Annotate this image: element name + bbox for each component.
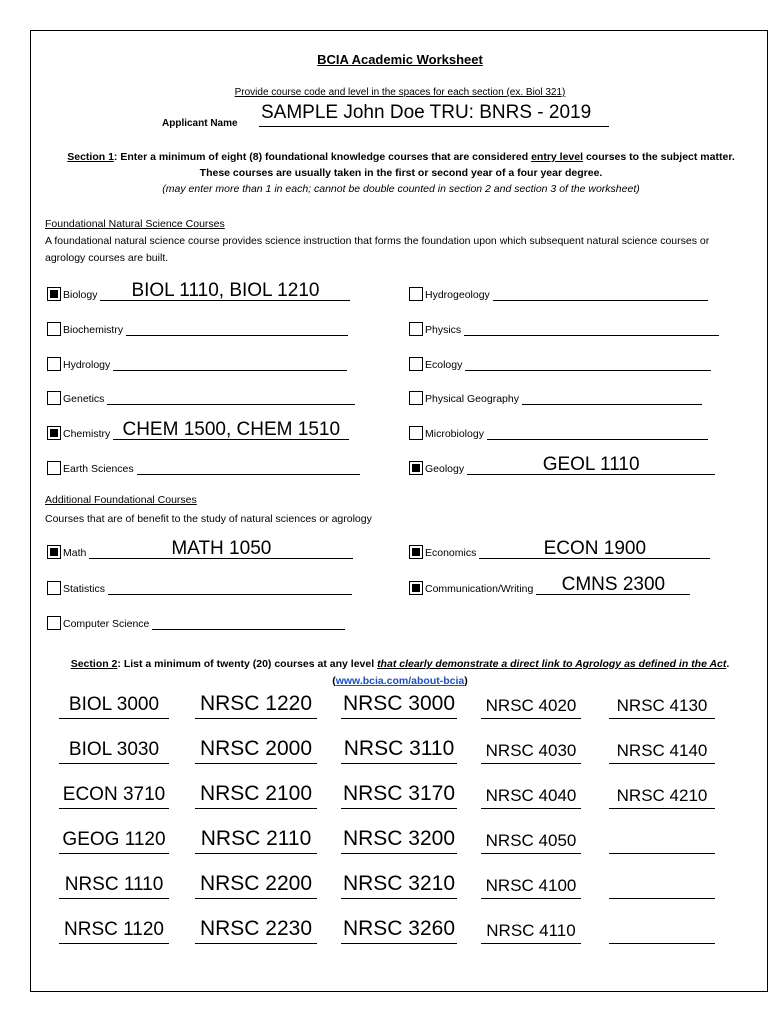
field-input[interactable] — [137, 460, 360, 475]
field-input[interactable] — [108, 580, 352, 595]
course-entry[interactable] — [609, 917, 715, 944]
field-label: Communication/Writing — [425, 583, 534, 595]
field-value: BIOL 1110, BIOL 1210 — [131, 280, 320, 301]
checkbox[interactable] — [409, 581, 423, 595]
checkbox[interactable] — [47, 426, 61, 440]
course-field-physical-geography — [409, 390, 702, 405]
field-label: Hydrology — [63, 358, 111, 371]
course-entry[interactable] — [481, 872, 581, 899]
natural-heading: Foundational Natural Science Courses — [45, 218, 225, 230]
field-input[interactable] — [89, 538, 353, 559]
course-entry[interactable] — [195, 692, 317, 719]
checkbox[interactable] — [409, 287, 423, 301]
section2-text-c: ) — [464, 675, 468, 687]
field-input[interactable] — [536, 574, 690, 595]
applicant-label: Applicant Name — [162, 118, 238, 129]
course-code: NRSC 1220 — [199, 692, 313, 715]
course-field-math — [47, 538, 353, 559]
course-code: NRSC 3110 — [343, 737, 455, 760]
section2-text-b: . ( — [332, 658, 730, 687]
course-code: NRSC 2000 — [199, 737, 313, 760]
field-input[interactable] — [479, 538, 710, 559]
course-entry[interactable] — [341, 737, 457, 764]
field-value: ECON 1900 — [543, 538, 647, 559]
checkbox[interactable] — [409, 426, 423, 440]
field-input[interactable] — [467, 454, 715, 475]
field-input[interactable] — [113, 419, 349, 441]
section1-note: (may enter more than 1 in each; cannot be double counted in section 2 and section 3 of the worksheet) — [162, 183, 640, 195]
applicant-name-field[interactable]: SAMPLE John Doe TRU: BNRS - 2019 — [261, 102, 592, 123]
course-field-hydrogeology — [409, 286, 708, 301]
checkbox[interactable] — [409, 391, 423, 405]
course-code: ECON 3710 — [62, 784, 166, 805]
course-code: NRSC 3210 — [342, 872, 456, 895]
course-entry[interactable] — [609, 827, 715, 854]
field-label: Computer Science — [63, 618, 150, 630]
course-field-communication-writing — [409, 574, 690, 595]
course-entry[interactable] — [609, 782, 715, 809]
course-field-microbiology — [409, 425, 708, 440]
section2-instructions — [31, 656, 769, 690]
checkbox[interactable] — [47, 616, 61, 630]
course-entry[interactable] — [59, 917, 169, 944]
field-input[interactable] — [113, 356, 347, 371]
course-field-ecology — [409, 356, 711, 371]
course-entry[interactable] — [609, 692, 715, 719]
course-field-hydrology — [47, 356, 347, 371]
section1-label: Section 1 — [67, 151, 114, 163]
course-code: NRSC 1120 — [64, 919, 164, 940]
checkbox[interactable] — [409, 461, 423, 475]
course-entry[interactable] — [195, 827, 317, 854]
field-label: Statistics — [63, 583, 106, 595]
section1-underline: entry level — [531, 151, 584, 163]
natural-description: A foundational natural science course provides science instruction that forms the foundation upon which subsequent natural science courses or agrology courses are built. — [45, 235, 710, 264]
course-entry[interactable] — [59, 827, 169, 854]
field-label: Physical Geography — [425, 393, 519, 406]
course-entry[interactable] — [59, 737, 169, 764]
field-label: Math — [63, 547, 87, 559]
course-entry[interactable] — [195, 872, 317, 899]
field-label: Biochemistry — [63, 323, 124, 336]
field-label: Hydrogeology — [425, 289, 490, 301]
section1-instructions — [56, 149, 746, 197]
field-value: CMNS 2300 — [561, 574, 666, 595]
course-code: NRSC 4030 — [485, 741, 577, 760]
course-entry[interactable] — [481, 692, 581, 719]
section2-text: : List a minimum of twenty (20) courses at any level — [117, 658, 378, 670]
course-code: GEOG 1120 — [62, 829, 166, 850]
field-label: Physics — [425, 323, 462, 336]
course-entry[interactable] — [481, 827, 581, 854]
course-code: NRSC 4110 — [486, 921, 576, 940]
course-entry[interactable] — [481, 737, 581, 764]
field-value: CHEM 1500, CHEM 1510 — [122, 419, 341, 441]
checkbox[interactable] — [409, 545, 423, 559]
course-field-physics — [409, 321, 719, 336]
course-entry[interactable] — [341, 872, 457, 899]
section2-emphasis: that clearly demonstrate a direct link to Agrology as defined in the Act — [377, 658, 727, 670]
course-code: NRSC 2110 — [200, 827, 312, 850]
course-code: NRSC 3200 — [342, 827, 456, 850]
course-entry[interactable] — [609, 872, 715, 899]
field-value: MATH 1050 — [171, 538, 272, 559]
field-label: Geology — [425, 463, 465, 475]
course-field-biochemistry — [47, 321, 348, 336]
course-code: NRSC 3170 — [342, 782, 456, 805]
additional-heading: Additional Foundational Courses — [45, 494, 197, 506]
field-input[interactable] — [522, 390, 702, 405]
course-field-chemistry — [47, 419, 349, 441]
course-field-statistics — [47, 580, 352, 595]
checkbox[interactable] — [47, 391, 61, 405]
course-entry[interactable] — [609, 737, 715, 764]
checkbox[interactable] — [409, 322, 423, 336]
field-input[interactable] — [487, 425, 708, 440]
course-code: NRSC 2200 — [199, 872, 313, 895]
field-input[interactable] — [107, 390, 355, 405]
page-title: BCIA Academic Worksheet — [317, 52, 483, 67]
instruction-text: Provide course code and level in the spaces for each section (ex. Biol 321) — [234, 87, 566, 98]
course-entry[interactable] — [195, 917, 317, 944]
field-value: GEOL 1110 — [542, 454, 640, 475]
section2-label: Section 2 — [70, 658, 118, 670]
course-entry[interactable] — [481, 782, 581, 809]
checkbox[interactable] — [409, 357, 423, 371]
field-input[interactable] — [465, 356, 711, 371]
checkbox[interactable] — [47, 322, 61, 336]
section1-text: : Enter a minimum of eight (8) foundational knowledge courses that are considered — [113, 151, 532, 163]
course-code: NRSC 1110 — [64, 874, 164, 895]
checkbox[interactable] — [47, 287, 61, 301]
course-entry[interactable] — [59, 872, 169, 899]
course-field-economics — [409, 538, 710, 559]
course-field-earth-sciences — [47, 460, 360, 475]
course-code: NRSC 3260 — [342, 917, 456, 940]
field-label: Economics — [425, 547, 477, 559]
field-label: Genetics — [63, 393, 105, 406]
course-code: BIOL 3030 — [68, 739, 160, 760]
checkbox[interactable] — [47, 357, 61, 371]
field-label: Ecology — [425, 358, 463, 371]
course-code: BIOL 3000 — [68, 694, 160, 715]
course-code: NRSC 4100 — [485, 876, 577, 895]
course-entry[interactable] — [341, 827, 457, 854]
course-code: NRSC 2100 — [199, 782, 313, 805]
course-code: NRSC 4210 — [616, 786, 708, 805]
course-code: NRSC 4140 — [616, 741, 708, 760]
applicant-underline — [259, 126, 609, 127]
field-input[interactable] — [464, 321, 719, 336]
section1-text-b: courses to the subject matter. These courses are usually taken in the first or second year of a four year degree. — [199, 151, 735, 179]
additional-description: Courses that are of benefit to the study of natural sciences or agrology — [45, 513, 372, 525]
checkbox[interactable] — [47, 461, 61, 475]
field-label: Biology — [63, 289, 98, 301]
field-label: Microbiology — [425, 428, 484, 441]
course-code: NRSC 3000 — [342, 692, 456, 715]
course-field-biology — [47, 280, 350, 301]
course-entry[interactable] — [195, 737, 317, 764]
checkbox[interactable] — [47, 581, 61, 595]
field-label: Chemistry — [63, 428, 111, 441]
course-entry[interactable] — [341, 917, 457, 944]
course-entry[interactable] — [195, 782, 317, 809]
checkbox[interactable] — [47, 545, 61, 559]
course-code: NRSC 4050 — [485, 831, 577, 850]
worksheet-page — [30, 30, 768, 992]
course-field-geology — [409, 454, 715, 475]
field-input[interactable] — [493, 286, 708, 301]
course-code: NRSC 4130 — [616, 696, 708, 715]
course-field-genetics — [47, 390, 355, 405]
course-code: NRSC 2230 — [199, 917, 313, 940]
course-code: NRSC 4020 — [485, 696, 577, 715]
course-entry[interactable] — [341, 782, 457, 809]
course-entry[interactable] — [59, 782, 169, 809]
field-label: Earth Sciences — [63, 463, 134, 475]
field-input[interactable] — [152, 615, 345, 630]
course-field-computer-science — [47, 615, 345, 630]
field-input[interactable] — [126, 321, 348, 336]
course-entry[interactable] — [59, 692, 169, 719]
course-entry[interactable] — [341, 692, 457, 719]
bcia-link[interactable]: www.bcia.com/about-bcia — [335, 675, 465, 687]
field-input[interactable] — [100, 280, 350, 301]
course-code: NRSC 4040 — [485, 786, 577, 805]
course-entry[interactable] — [481, 917, 581, 944]
